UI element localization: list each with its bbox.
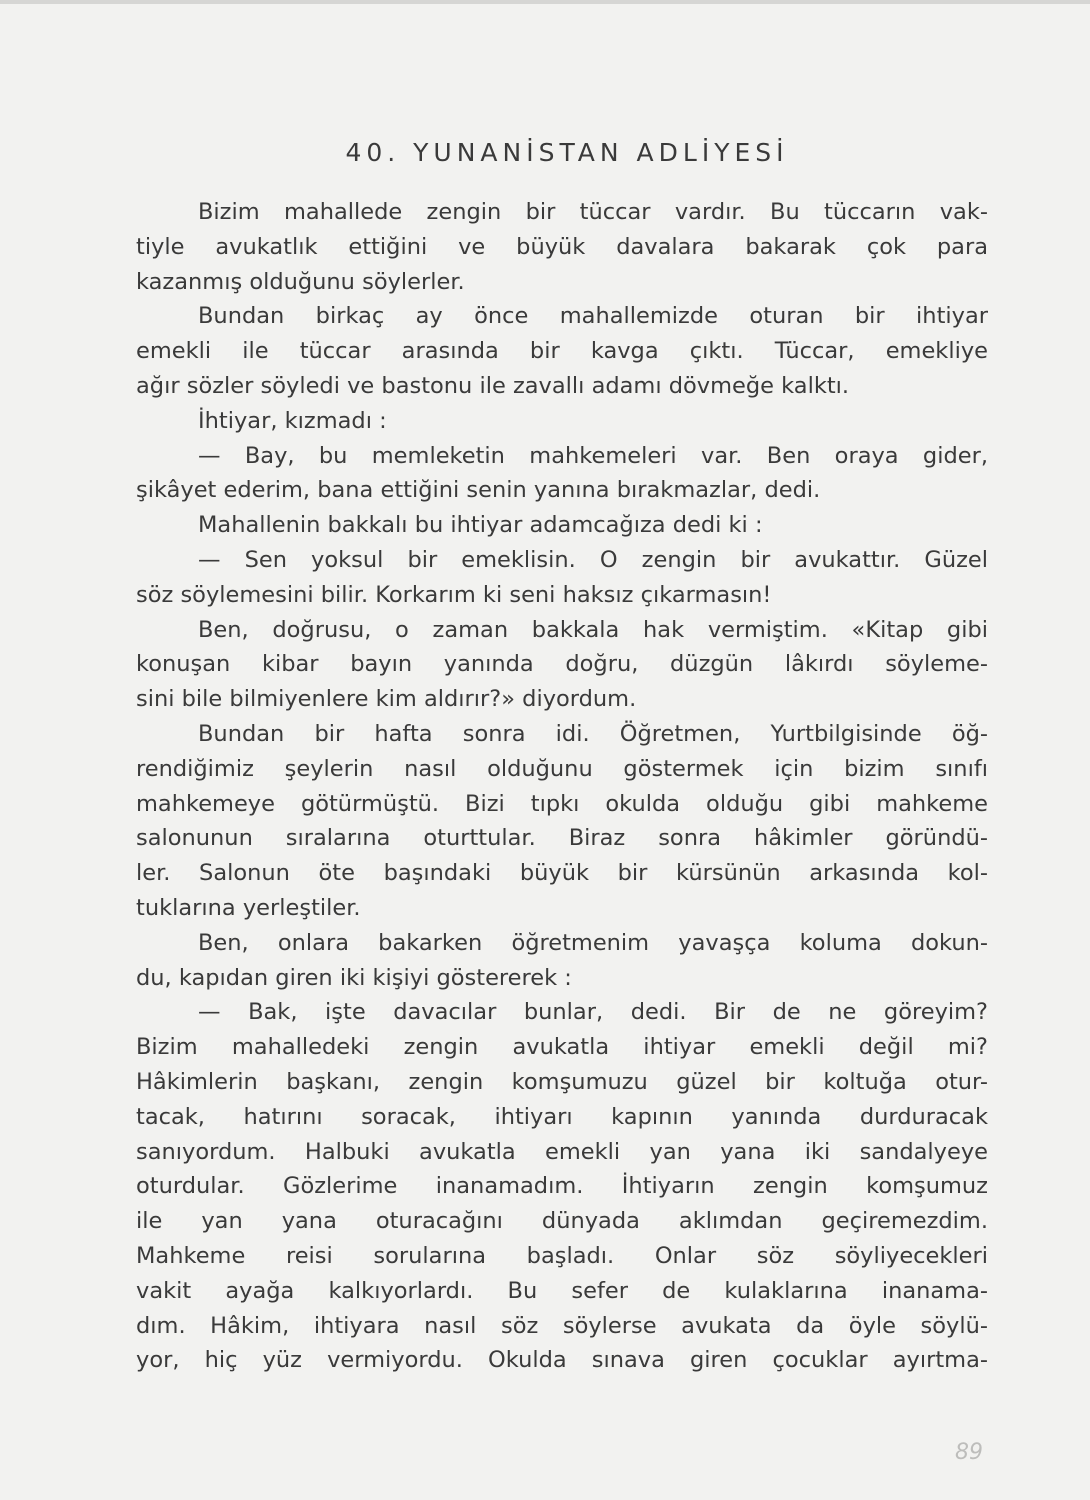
page-number: 89 [955,1440,983,1465]
text-line: oturdular. Gözlerime inanamadım. İhtiyarın zengin komşumuz [136,1173,988,1200]
text-line: Bizim mahalledeki zengin avukatla ihtiyar emekli değil mi? [136,1034,988,1061]
text-line: sini bile bilmiyenlere kim aldırır?» diyordum. [136,686,637,713]
book-page [136,138,988,1378]
text-line: Mahallenin bakkalı bu ihtiyar adamcağıza dedi ki : [198,512,763,539]
text-line: tuklarına yerleştiler. [136,894,361,921]
text-line: tiyle avukatlık ettiğini ve büyük davalara bakarak çok para [136,233,988,260]
text-line: ağır sözler söyledi ve bastonu ile zavallı adamı dövmeğe kalktı. [136,372,850,399]
text-line: kazanmış olduğunu söylerler. [136,268,465,295]
body-text [136,195,988,1378]
text-line: salonunun sıralarına oturttular. Biraz sonra hâkimler göründü- [136,825,988,852]
text-line: Ben, doğrusu, o zaman bakkala hak vermiştim. «Kitap gibi [198,616,988,643]
text-line: du, kapıdan giren iki kişiyi göstererek : [136,964,572,991]
text-line: emekli ile tüccar arasında bir kavga çıktı. Tüccar, emekliye [136,338,988,365]
text-line: Bizim mahallede zengin bir tüccar vardır. Bu tüccarın vak- [198,199,988,225]
text-line: İhtiyar, kızmadı : [198,407,387,434]
text-line: yor, hiç yüz vermiyordu. Okulda sınava giren çocuklar ayırtma- [136,1347,988,1374]
text-line: — Bay, bu memleketin mahkemeleri var. Ben oraya gider, [198,442,988,469]
text-line: — Bak, işte davacılar bunlar, dedi. Bir de ne göreyim? [198,999,988,1026]
text-line: vakit ayağa kalkıyorlardı. Bu sefer de kulaklarına inanama- [136,1277,988,1304]
text-line: rendiğimiz şeylerin nasıl olduğunu göstermek için bizim sınıfı [136,755,988,782]
text-line: Bundan birkaç ay önce mahallemizde oturan bir ihtiyar [198,303,988,330]
text-line: tacak, hatırını soracak, ihtiyarı kapının yanında durduracak [136,1103,988,1130]
text-line: ler. Salonun öte başındaki büyük bir kürsünün arkasında kol- [136,860,988,887]
text-line: Ben, onlara bakarken öğretmenim yavaşça koluma dokun- [198,929,988,956]
page-top-edge [0,0,1090,4]
chapter-title: 40. YUNANİSTAN ADLİYESİ [345,138,789,167]
text-line: şikâyet ederim, bana ettiğini senin yanına bırakmazlar, dedi. [136,477,821,504]
text-line: Hâkimlerin başkanı, zengin komşumuzu güzel bir koltuğa otur- [136,1068,988,1095]
text-line: söz söylemesini bilir. Korkarım ki seni haksız çıkarmasın! [136,581,772,608]
text-line: dım. Hâkim, ihtiyara nasıl söz söylerse avukata da öyle söylü- [136,1312,988,1339]
text-line: Bundan bir hafta sonra idi. Öğretmen, Yurtbilgisinde öğ- [198,720,988,747]
text-line: Mahkeme reisi sorularına başladı. Onlar söz söyliyecekleri [136,1242,988,1269]
text-line: sanıyordum. Halbuki avukatla emekli yan yana iki sandalyeye [136,1138,988,1165]
text-line: konuşan kibar bayın yanında doğru, düzgün lâkırdı söyleme- [136,651,988,678]
text-line: — Sen yoksul bir emeklisin. O zengin bir avukattır. Güzel [198,546,988,573]
text-line: ile yan yana oturacağını dünyada aklımdan geçiremezdim. [136,1208,988,1235]
text-line: mahkemeye götürmüştü. Bizi tıpkı okulda olduğu gibi mahkeme [136,790,988,817]
